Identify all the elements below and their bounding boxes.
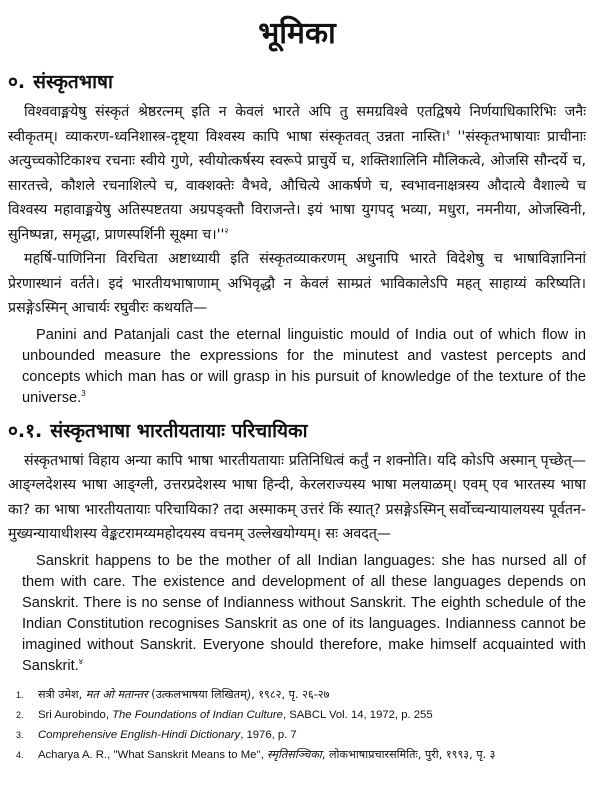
section-heading: [8, 419, 586, 443]
english-quote: [8, 325, 586, 409]
section-number: ०.१.: [8, 419, 43, 442]
paragraph-text: विश्ववाङ्मयेषु संस्कृतं श्रेष्ठरत्नम् इति न केवलं भारते अपि तु समग्रविश्वे एतद्विषये निर्णयाधिकारिभिः जनैः स्वीकृतम्। व्याकरण-ध्वनिशास्त्र-दृष्ट्या विश्वस्य कापि भाषा संस्कृतवत् उन्नता नास्ति।: [8, 104, 586, 145]
section-sanskrit-bhasha: [8, 70, 586, 409]
footnote-number: 3.: [16, 729, 24, 740]
quote-paragraph: [22, 325, 586, 409]
section-heading: [8, 70, 586, 94]
page-title: भूमिका: [258, 16, 336, 51]
footnote-ref: 3: [81, 388, 86, 398]
footnote-number: 4.: [16, 749, 24, 760]
footnote-ref: ४: [78, 656, 83, 666]
footnote-text: Acharya A. R., ''What Sanskrit Means to Me'', स्मृतिसञ्चिका, लोकभाषाप्रचारसमितिः, पुरी, १९९३, पृ. ३: [38, 747, 496, 761]
footnote-ref: २: [224, 225, 229, 235]
footnote: [16, 705, 586, 725]
section-heading-text: संस्कृतभाषा: [33, 71, 113, 93]
paragraph: [8, 247, 586, 321]
footnote-number: 1.: [16, 689, 24, 700]
footnote: [16, 685, 586, 705]
section-heading-text: संस्कृतभाषा भारतीयतायाः परिचायिका: [50, 419, 308, 442]
footnotes: [8, 685, 586, 765]
footnote: [16, 745, 586, 765]
footnote-text: Comprehensive English-Hindi Dictionary, 1976, p. 7: [38, 728, 297, 741]
paragraph: [8, 100, 586, 247]
footnote: [16, 725, 586, 745]
footnote-number: 2.: [16, 709, 24, 720]
footnote-text: सत्री उमेश, मत ओ मतान्तर (उत्कलभाषया लिखितम्), १९८२, पृ. २६-२७: [38, 687, 330, 701]
paragraph: [8, 449, 586, 547]
footnote-ref: १: [445, 127, 451, 137]
english-quote: [8, 551, 586, 677]
paragraph-text: संस्कृतभाषां विहाय अन्या कापि भाषा भारतीयतायाः प्रतिनिधित्वं कर्तुं न शक्नोति। यदि कोऽपि अस्मान् पृच्छेत्—आङ्ग्लदेशस्य भाषा आङ्ग्ली, उत्तरप्रदेशस्य भाषा हिन्दी, केरलराज्यस्य भाषा मलयाळम्। एवम् एव भारतस्य भाषा का? का भाषा भारतीयतायाः परिचायिका? तदा अस्माकम् उत्तरं किं स्यात्? प्रसङ्गेऽस्मिन् सर्वोच्चन्यायालयस्य पूर्वतन-मुख्यन्यायाधीशस्य वेङ्कटरामय्यमहोदयस्य वचनम् उल्लेखयोग्यम्। सः अवदत्—: [8, 452, 586, 542]
paragraph-text: महर्षि-पाणिनिना विरचिता अष्टाध्यायी इति संस्कृतव्याकरणम् अधुनापि भारते विदेशेषु च भाषाविज्ञानिनां प्रेरणास्थानं वर्तते। इदं भारतीयभाषाणाम् अभिवृद्धौ न केवलं साम्प्रतं भाविकालेऽपि महत् साहाय्यं करिष्यति। प्रसङ्गेऽस्मिन् आचार्यः रघुवीरः कथयति—: [8, 251, 586, 316]
quote-paragraph: [22, 551, 586, 677]
quote-text: Sanskrit happens to be the mother of all Indian languages: she has nursed all of them with care. The existence and development of all these languages depends on Sanskrit. There is no sense of Indianness without Sanskrit. The eighth schedule of the Indian Constitution recognises Sanskrit as one of its languages. Indianness cannot be imagined without Sanskrit. Everyone should therefore, make himself acquainted with Sanskrit.: [22, 552, 586, 674]
quote-text: Panini and Patanjali cast the eternal linguistic mould of India out of which flow in unbounded measure the expressions for the minutest and vastest percepts and concepts which man has or will grasp in his pursuit of knowledge of the texture of the universe.: [22, 326, 586, 406]
sanskrit-body: [8, 449, 586, 547]
footnote-text: Sri Aurobindo, The Foundations of Indian Culture, SABCL Vol. 14, 1972, p. 255: [38, 708, 433, 721]
sanskrit-body: [8, 100, 586, 321]
section-bharatiyata: [8, 419, 586, 677]
section-number: ०.: [8, 71, 26, 93]
quote-text: ''संस्कृतभाषायाः प्राचीनाः अत्युच्चकोटिकाश्च रचनाः स्वीये गुणे, स्वीयोत्कर्षस्य स्वरूपे प्राचुर्ये च, शक्तिशालिनि मौलिकत्वे, ओजसि सौन्दर्ये च, सारतत्त्वे, कौशले रचनाशिल्पे च, वाक्शक्तेः वैभवे, औचित्ये आकर्षणे च, स्वभावनाक्षत्रस्य औदात्ये वैशाल्ये च विश्वस्य महावाङ्मयेषु अतिस्पष्टतया अग्रपङ्क्तौ विराजन्ते। इयं भाषा युगपद् भव्या, मधुरा, नमनीया, ओजस्विनी, सुनिष्पन्ना, समृद्धा, प्राणस्पर्शिनी सूक्ष्मा च।'': [8, 128, 586, 243]
